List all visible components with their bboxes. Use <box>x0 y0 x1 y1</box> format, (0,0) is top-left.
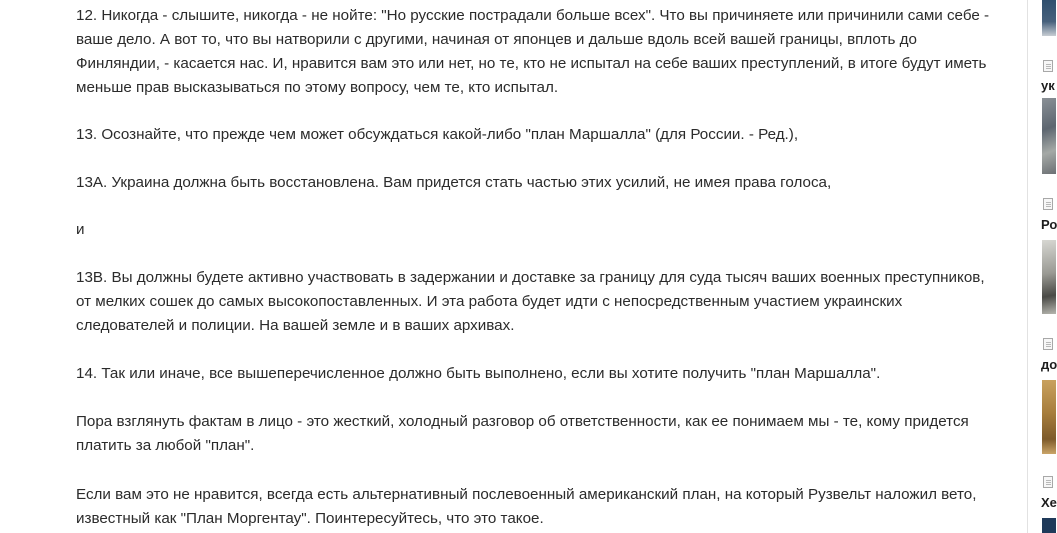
document-icon <box>1043 476 1053 488</box>
paragraph-13b <box>76 266 1024 338</box>
sidebar-item-label[interactable]: ук <box>1041 78 1055 93</box>
text-line: и <box>76 221 85 238</box>
document-icon <box>1043 338 1053 350</box>
text-line: 13А. Украина должна быть восстановлена. Вам придется стать частью этих усилий, не имея права голоса, <box>76 174 832 191</box>
text-line: платить за любой "план". <box>76 437 255 454</box>
sidebar-item-label[interactable]: Хе <box>1041 495 1057 510</box>
text-line: от мелких сошек до самых высокопоставленных. И эта работа будет идти с непосредственным участием украинских <box>76 293 903 310</box>
document-icon <box>1043 198 1053 210</box>
text-line: 13В. Вы должны будете активно участвовать в задержании и доставке за границу для суда тысяч ваших военных преступников, <box>76 269 985 286</box>
news-thumbnail[interactable] <box>1042 380 1056 454</box>
text-line: известный как "План Моргентау". Поинтересуйтесь, что это такое. <box>76 510 544 527</box>
text-line: ваше дело. А вот то, что вы натворили с другими, начиная от японцев и дальше вдоль всей вашей границы, вплоть до <box>76 31 917 48</box>
paragraph-13 <box>76 123 1024 147</box>
sidebar-item-label[interactable]: Ро <box>1041 217 1057 232</box>
text-line: Если вам это не нравится, всегда есть альтернативный послевоенный американский план, на который Рузвельт наложил вето, <box>76 486 977 503</box>
paragraph-face-facts <box>76 410 1024 458</box>
document-icon <box>1043 60 1053 72</box>
paragraph-and <box>76 218 1024 242</box>
paragraph-13a <box>76 171 1024 195</box>
paragraph-14 <box>76 362 1024 386</box>
text-line: 14. Так или иначе, все вышеперечисленное должно быть выполнено, если вы хотите получить "план Маршалла". <box>76 365 881 382</box>
text-line: Финляндии, - касается нас. И, нравится вам это или нет, но те, кто не испытал на себе ваших преступлений, в итоге будут иметь <box>76 55 987 72</box>
text-line: меньше прав высказываться по этому вопросу, чем те, кто испытал. <box>76 79 559 96</box>
text-line: следователей и полиции. На вашей земле и в ваших архивах. <box>76 317 515 334</box>
text-line: Пора взглянуть фактам в лицо - это жесткий, холодный разговор об ответственности, как ее понимаем мы - те, кому придется <box>76 413 969 430</box>
text-line: 13. Осознайте, что прежде чем может обсуждаться какой-либо "план Маршалла" (для России. - Ред.), <box>76 126 799 143</box>
paragraph-morgenthau <box>76 483 1024 531</box>
sidebar-item-label[interactable]: до <box>1041 357 1057 372</box>
text-line: 12. Никогда - слышите, никогда - не нойте: "Но русские пострадали больше всех". Что вы причиняете или причинили сами себе - <box>76 7 990 24</box>
news-thumbnail[interactable] <box>1042 240 1056 314</box>
related-news-sidebar <box>1028 0 1057 533</box>
paragraph-12 <box>76 4 1024 100</box>
news-thumbnail[interactable] <box>1042 518 1056 533</box>
news-thumbnail[interactable] <box>1042 0 1056 36</box>
news-thumbnail[interactable] <box>1042 98 1056 174</box>
